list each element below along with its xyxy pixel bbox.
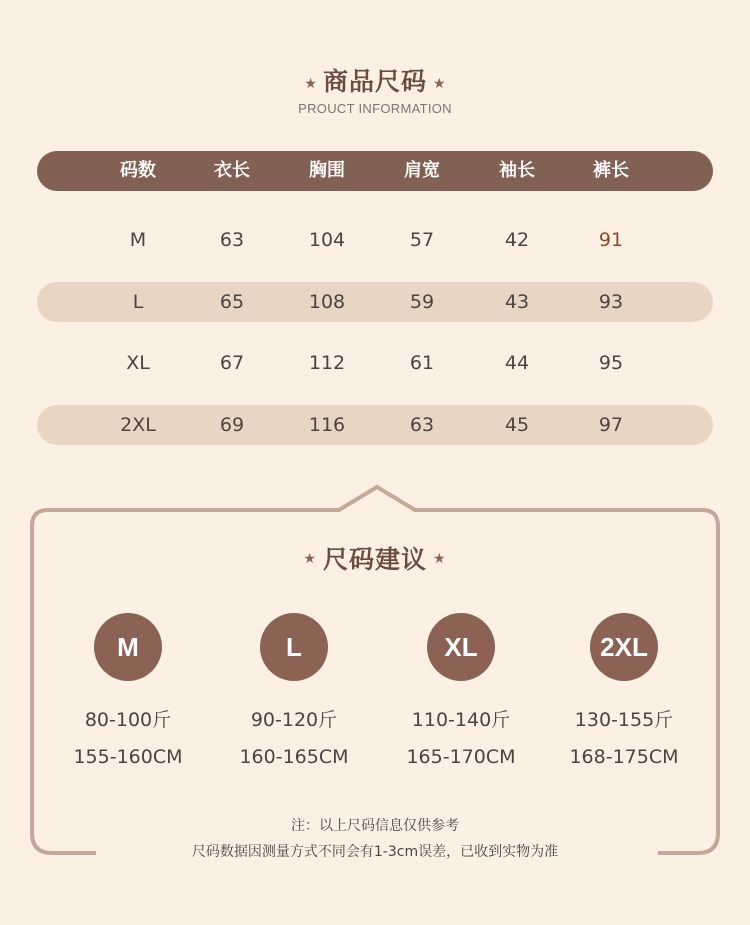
table-cell: 91 xyxy=(598,229,624,251)
table-cell: L xyxy=(132,291,144,313)
table-cell: 95 xyxy=(598,352,624,374)
title-text: 商品尺码 xyxy=(322,67,427,96)
table-row xyxy=(37,220,713,260)
star-icon: ★ xyxy=(304,75,317,92)
table-cell: 97 xyxy=(598,414,624,436)
size-badge-m: M xyxy=(94,613,162,681)
height-range: 168-175CM xyxy=(569,746,679,768)
weight-range: 110-140斤 xyxy=(411,709,511,731)
column-header: 码数 xyxy=(120,160,156,181)
star-icon: ★ xyxy=(303,551,317,567)
table-header xyxy=(37,151,713,191)
star-icon: ★ xyxy=(433,75,446,92)
table-cell: 116 xyxy=(308,414,346,436)
table-cell: 44 xyxy=(504,352,530,374)
table-cell: 61 xyxy=(409,352,435,374)
height-range: 155-160CM xyxy=(73,746,183,768)
table-cell: 59 xyxy=(409,291,435,313)
table-cell: 57 xyxy=(409,229,435,251)
column-header: 胸围 xyxy=(309,160,345,181)
table-cell: 69 xyxy=(219,414,245,436)
table-cell: 108 xyxy=(308,291,346,313)
table-cell: 63 xyxy=(219,229,245,251)
column-header: 袖长 xyxy=(499,160,535,181)
size-note: 注：以上尺码信息仅供参考 xyxy=(291,818,459,834)
column-header: 肩宽 xyxy=(404,160,440,181)
weight-range: 80-100斤 xyxy=(84,709,172,731)
size-badge-xl: XL xyxy=(427,613,495,681)
table-cell: 43 xyxy=(504,291,530,313)
table-cell: 65 xyxy=(219,291,245,313)
table-cell: 63 xyxy=(409,414,435,436)
table-cell: 45 xyxy=(504,414,530,436)
table-cell: 67 xyxy=(219,352,245,374)
table-cell: M xyxy=(129,229,147,251)
height-range: 165-170CM xyxy=(406,746,516,768)
page-subtitle: PROUCT INFORMATION xyxy=(298,101,452,116)
page-title xyxy=(0,62,750,98)
suggestion-title-text: 尺码建议 xyxy=(322,545,427,574)
table-cell: XL xyxy=(126,352,150,374)
table-row xyxy=(37,405,713,445)
weight-range: 130-155斤 xyxy=(574,709,674,731)
column-header: 裤长 xyxy=(593,160,629,181)
table-cell: 104 xyxy=(308,229,346,251)
column-header: 衣长 xyxy=(214,160,250,181)
size-badge-l: L xyxy=(260,613,328,681)
size-badge-2xl: 2XL xyxy=(590,613,658,681)
suggestion-title xyxy=(0,540,750,576)
table-cell: 2XL xyxy=(120,414,156,436)
table-cell: 42 xyxy=(504,229,530,251)
star-icon: ★ xyxy=(433,551,447,567)
weight-range: 90-120斤 xyxy=(250,709,338,731)
table-row xyxy=(37,282,713,322)
size-disclaimer: 尺码数据因测量方式不同会有1-3cm误差，已收到实物为准 xyxy=(191,844,559,860)
table-cell: 93 xyxy=(598,291,624,313)
height-range: 160-165CM xyxy=(239,746,349,768)
table-row xyxy=(37,343,713,383)
table-cell: 112 xyxy=(308,352,346,374)
